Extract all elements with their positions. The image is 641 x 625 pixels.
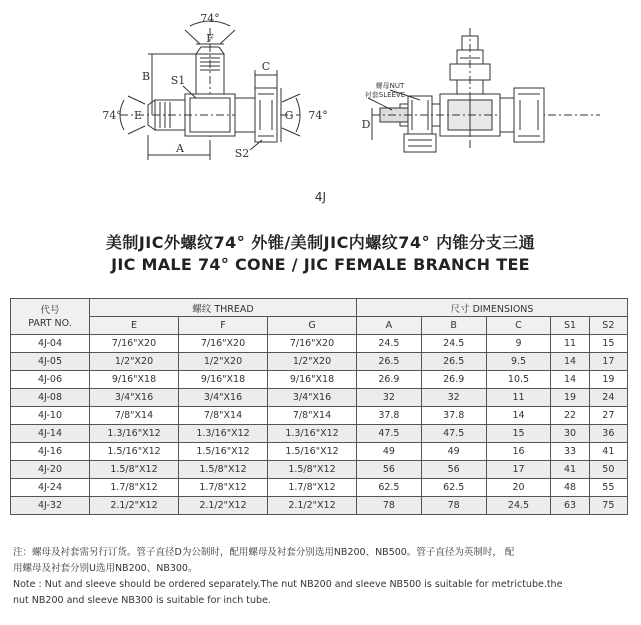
col-header-f: F [179,317,268,335]
table-row [11,371,628,389]
cell-thread-e: 1.5/8"X12 [90,461,179,479]
dim-c-label: C [261,60,271,73]
cell-dim-s1: 14 [551,353,589,371]
col-header-s1: S1 [551,317,589,335]
cell-dim-s2: 50 [589,461,627,479]
cell-dim-a: 56 [357,461,422,479]
cell-part-no: 4J-06 [11,371,90,389]
right-drawing [368,28,600,152]
dim-g-label: G [284,109,294,122]
angle-top-label: 74° [200,12,220,25]
cell-dim-c: 15 [486,425,551,443]
cell-thread-g: 1/2"X20 [268,353,357,371]
cell-dim-s1: 48 [551,479,589,497]
note-cn-line-1: 注：螺母及衬套需另行订货。管子直径D为公制时，配用螺母及衬套分别选用NB200、NB500。管子直径为英制时， 配 [13,547,515,558]
cell-thread-f: 9/16"X18 [179,371,268,389]
cell-dim-b: 47.5 [421,425,486,443]
cell-part-no: 4J-24 [11,479,90,497]
cell-dim-c: 16 [486,443,551,461]
col-header-s2: S2 [589,317,627,335]
part-no-header [11,299,90,335]
col-header-a: A [357,317,422,335]
cell-dim-s2: 41 [589,443,627,461]
col-header-b: B [421,317,486,335]
cell-dim-s1: 14 [551,371,589,389]
angle-right-label: 74° [308,109,328,122]
cell-dim-c: 11 [486,389,551,407]
cell-thread-f: 1.5/16"X12 [179,443,268,461]
sleeve-label: 衬套SLEEVE [364,91,406,99]
cell-dim-a: 32 [357,389,422,407]
part-no-header-cn: 代号 [40,304,60,316]
cell-thread-g: 7/8"X14 [268,407,357,425]
cell-dim-s1: 19 [551,389,589,407]
thread-header: 螺纹 THREAD [90,299,357,317]
cell-part-no: 4J-14 [11,425,90,443]
table-row [11,497,628,515]
cell-dim-a: 78 [357,497,422,515]
dim-e-label: E [133,109,143,122]
cell-dim-b: 49 [421,443,486,461]
dim-f-label: F [206,32,214,45]
cell-dim-b: 62.5 [421,479,486,497]
cell-dim-c: 20 [486,479,551,497]
cell-dim-s1: 30 [551,425,589,443]
cell-dim-b: 26.9 [421,371,486,389]
technical-drawings [0,0,641,190]
cell-thread-f: 1/2"X20 [179,353,268,371]
cell-thread-f: 1.5/8"X12 [179,461,268,479]
cell-dim-c: 9 [486,335,551,353]
cell-part-no: 4J-10 [11,407,90,425]
cell-thread-g: 7/16"X20 [268,335,357,353]
cell-thread-e: 3/4"X16 [90,389,179,407]
cell-thread-f: 7/8"X14 [179,407,268,425]
part-no-header-en: PART NO. [28,317,72,329]
cell-thread-f: 7/16"X20 [179,335,268,353]
cell-dim-s1: 41 [551,461,589,479]
table-row [11,479,628,497]
table-row [11,353,628,371]
cell-dim-b: 24.5 [421,335,486,353]
cell-dim-c: 14 [486,407,551,425]
cell-dim-a: 26.5 [357,353,422,371]
cell-dim-c: 17 [486,461,551,479]
cell-dim-s1: 22 [551,407,589,425]
cell-thread-e: 1.3/16"X12 [90,425,179,443]
dimensions-header: 尺寸 DIMENSIONS [357,299,628,317]
dim-d-label: D [361,118,371,131]
dim-a-label: A [176,142,184,155]
cell-thread-f: 3/4"X16 [179,389,268,407]
table-row [11,389,628,407]
cell-dim-a: 24.5 [357,335,422,353]
cell-dim-b: 32 [421,389,486,407]
cell-dim-s2: 55 [589,479,627,497]
cell-dim-s2: 27 [589,407,627,425]
cell-part-no: 4J-04 [11,335,90,353]
cell-dim-a: 62.5 [357,479,422,497]
cell-part-no: 4J-20 [11,461,90,479]
note-en-line-2: nut NB200 and sleeve NB300 is suitable for inch tube. [13,595,271,606]
cell-dim-c: 24.5 [486,497,551,515]
table-row [11,407,628,425]
cell-thread-e: 1/2"X20 [90,353,179,371]
table-row [11,461,628,479]
nut-label: 螺母NUT [375,82,405,90]
cell-part-no: 4J-08 [11,389,90,407]
cell-thread-e: 1.5/16"X12 [90,443,179,461]
note-cn-line-2: 用螺母及衬套分别U选用NB200、NB300。 [13,563,198,574]
cell-dim-s2: 75 [589,497,627,515]
table-row [11,425,628,443]
col-header-e: E [90,317,179,335]
cell-dim-s2: 19 [589,371,627,389]
dim-s1-label: S1 [170,74,186,87]
cell-dim-b: 78 [421,497,486,515]
cell-thread-e: 7/16"X20 [90,335,179,353]
col-header-g: G [268,317,357,335]
cell-thread-e: 9/16"X18 [90,371,179,389]
cell-dim-s1: 11 [551,335,589,353]
cell-dim-a: 37.8 [357,407,422,425]
title-english: JIC MALE 74° CONE / JIC FEMALE BRANCH TEE [111,255,530,274]
cell-dim-c: 10.5 [486,371,551,389]
cell-dim-s1: 63 [551,497,589,515]
dim-b-label: B [141,70,151,83]
col-header-c: C [486,317,551,335]
cell-dim-a: 49 [357,443,422,461]
model-code: 4J [314,190,327,204]
table-body [11,335,628,515]
cell-dim-c: 9.5 [486,353,551,371]
cell-dim-s2: 36 [589,425,627,443]
cell-thread-f: 2.1/2"X12 [179,497,268,515]
cell-dim-b: 56 [421,461,486,479]
specification-table [10,298,628,515]
cell-thread-e: 1.7/8"X12 [90,479,179,497]
cell-thread-f: 1.7/8"X12 [179,479,268,497]
cell-thread-f: 1.3/16"X12 [179,425,268,443]
cell-thread-g: 3/4"X16 [268,389,357,407]
note-en-line-1: Note : Nut and sleeve should be ordered separately.The nut NB200 and sleeve NB500 is suitable for metrictube.the [13,579,563,590]
cell-dim-b: 37.8 [421,407,486,425]
cell-part-no: 4J-16 [11,443,90,461]
table-row [11,443,628,461]
note-section [13,545,628,609]
cell-thread-g: 1.3/16"X12 [268,425,357,443]
cell-dim-a: 47.5 [357,425,422,443]
cell-thread-e: 2.1/2"X12 [90,497,179,515]
cell-dim-b: 26.5 [421,353,486,371]
cell-thread-g: 1.5/8"X12 [268,461,357,479]
table-row [11,335,628,353]
title-chinese: 美制JIC外螺纹74° 外锥/美制JIC内螺纹74° 内锥分支三通 [105,233,536,252]
cell-part-no: 4J-05 [11,353,90,371]
cell-dim-a: 26.9 [357,371,422,389]
dim-s2-label: S2 [234,147,250,160]
column-header-row [11,317,628,335]
cell-dim-s2: 24 [589,389,627,407]
cell-dim-s2: 17 [589,353,627,371]
cell-thread-g: 1.7/8"X12 [268,479,357,497]
cell-part-no: 4J-32 [11,497,90,515]
cell-dim-s2: 15 [589,335,627,353]
cell-thread-e: 7/8"X14 [90,407,179,425]
angle-left-label: 74° [102,109,122,122]
cell-thread-g: 1.5/16"X12 [268,443,357,461]
cell-dim-s1: 33 [551,443,589,461]
cell-thread-g: 9/16"X18 [268,371,357,389]
cell-thread-g: 2.1/2"X12 [268,497,357,515]
